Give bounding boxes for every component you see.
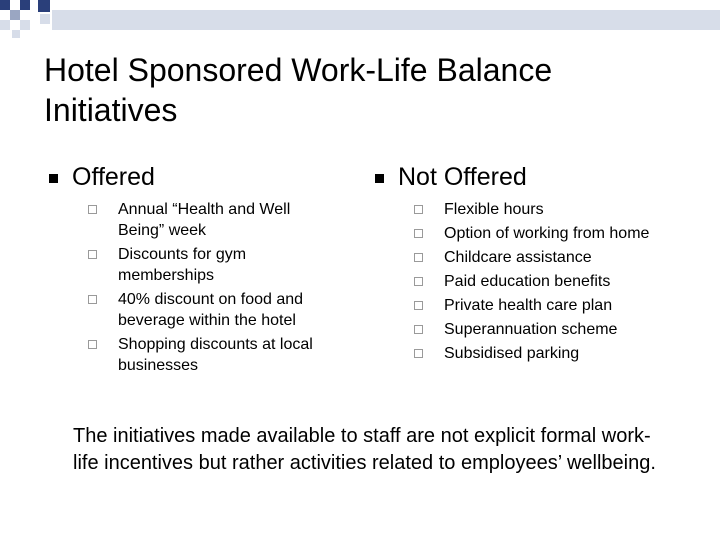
list-item-text: Shopping discounts at local businesses bbox=[118, 336, 313, 374]
checkbox-bullet-icon bbox=[414, 349, 423, 358]
deco-square bbox=[0, 20, 10, 30]
list-item bbox=[88, 199, 338, 241]
list-item bbox=[414, 223, 704, 244]
list-item bbox=[414, 343, 704, 364]
checkbox-bullet-icon bbox=[414, 205, 423, 214]
list-item-text: Subsidised parking bbox=[444, 345, 580, 362]
list-item bbox=[88, 244, 338, 286]
list-item-text: Annual “Health and Well Being” week bbox=[118, 201, 291, 239]
list-item bbox=[414, 319, 704, 340]
deco-square bbox=[20, 20, 30, 30]
list-item-text: Paid education benefits bbox=[444, 273, 611, 290]
deco-square bbox=[12, 30, 20, 38]
not-offered-list bbox=[414, 199, 704, 367]
header-decoration bbox=[0, 0, 720, 40]
checkbox-bullet-icon bbox=[88, 205, 97, 214]
list-item bbox=[88, 289, 338, 331]
checkbox-bullet-icon bbox=[414, 229, 423, 238]
checkbox-bullet-icon bbox=[414, 325, 423, 334]
list-item-text: Flexible hours bbox=[444, 201, 544, 218]
slide-title: Hotel Sponsored Work-Life Balance Initiatives bbox=[44, 52, 553, 128]
deco-square bbox=[0, 0, 10, 10]
list-item-text: Superannuation scheme bbox=[444, 321, 618, 338]
list-item bbox=[414, 199, 704, 220]
list-item bbox=[414, 295, 704, 316]
deco-square bbox=[10, 10, 20, 20]
checkbox-bullet-icon bbox=[414, 277, 423, 286]
checkbox-bullet-icon bbox=[88, 340, 97, 349]
list-item-text: 40% discount on food and beverage within the hotel bbox=[118, 291, 304, 329]
list-item bbox=[414, 247, 704, 268]
conclusion-text: The initiatives made available to staff are not explicit formal work-life incentives but rather activities related to employees’ wellbeing. bbox=[73, 425, 656, 474]
square-bullet-icon bbox=[375, 174, 384, 183]
offered-list bbox=[88, 199, 338, 379]
list-item bbox=[414, 271, 704, 292]
list-item-text: Discounts for gym memberships bbox=[118, 246, 247, 284]
square-bullet-icon bbox=[49, 174, 58, 183]
list-item-text: Childcare assistance bbox=[444, 249, 592, 266]
deco-square bbox=[38, 0, 50, 12]
deco-bar bbox=[52, 10, 720, 30]
list-item bbox=[88, 334, 338, 376]
checkbox-bullet-icon bbox=[414, 253, 423, 262]
list-item-text: Private health care plan bbox=[444, 297, 613, 314]
checkbox-bullet-icon bbox=[88, 295, 97, 304]
deco-square bbox=[20, 0, 30, 10]
checkbox-bullet-icon bbox=[414, 301, 423, 310]
checkbox-bullet-icon bbox=[88, 250, 97, 259]
list-item-text: Option of working from home bbox=[444, 225, 650, 242]
deco-square bbox=[40, 14, 50, 24]
